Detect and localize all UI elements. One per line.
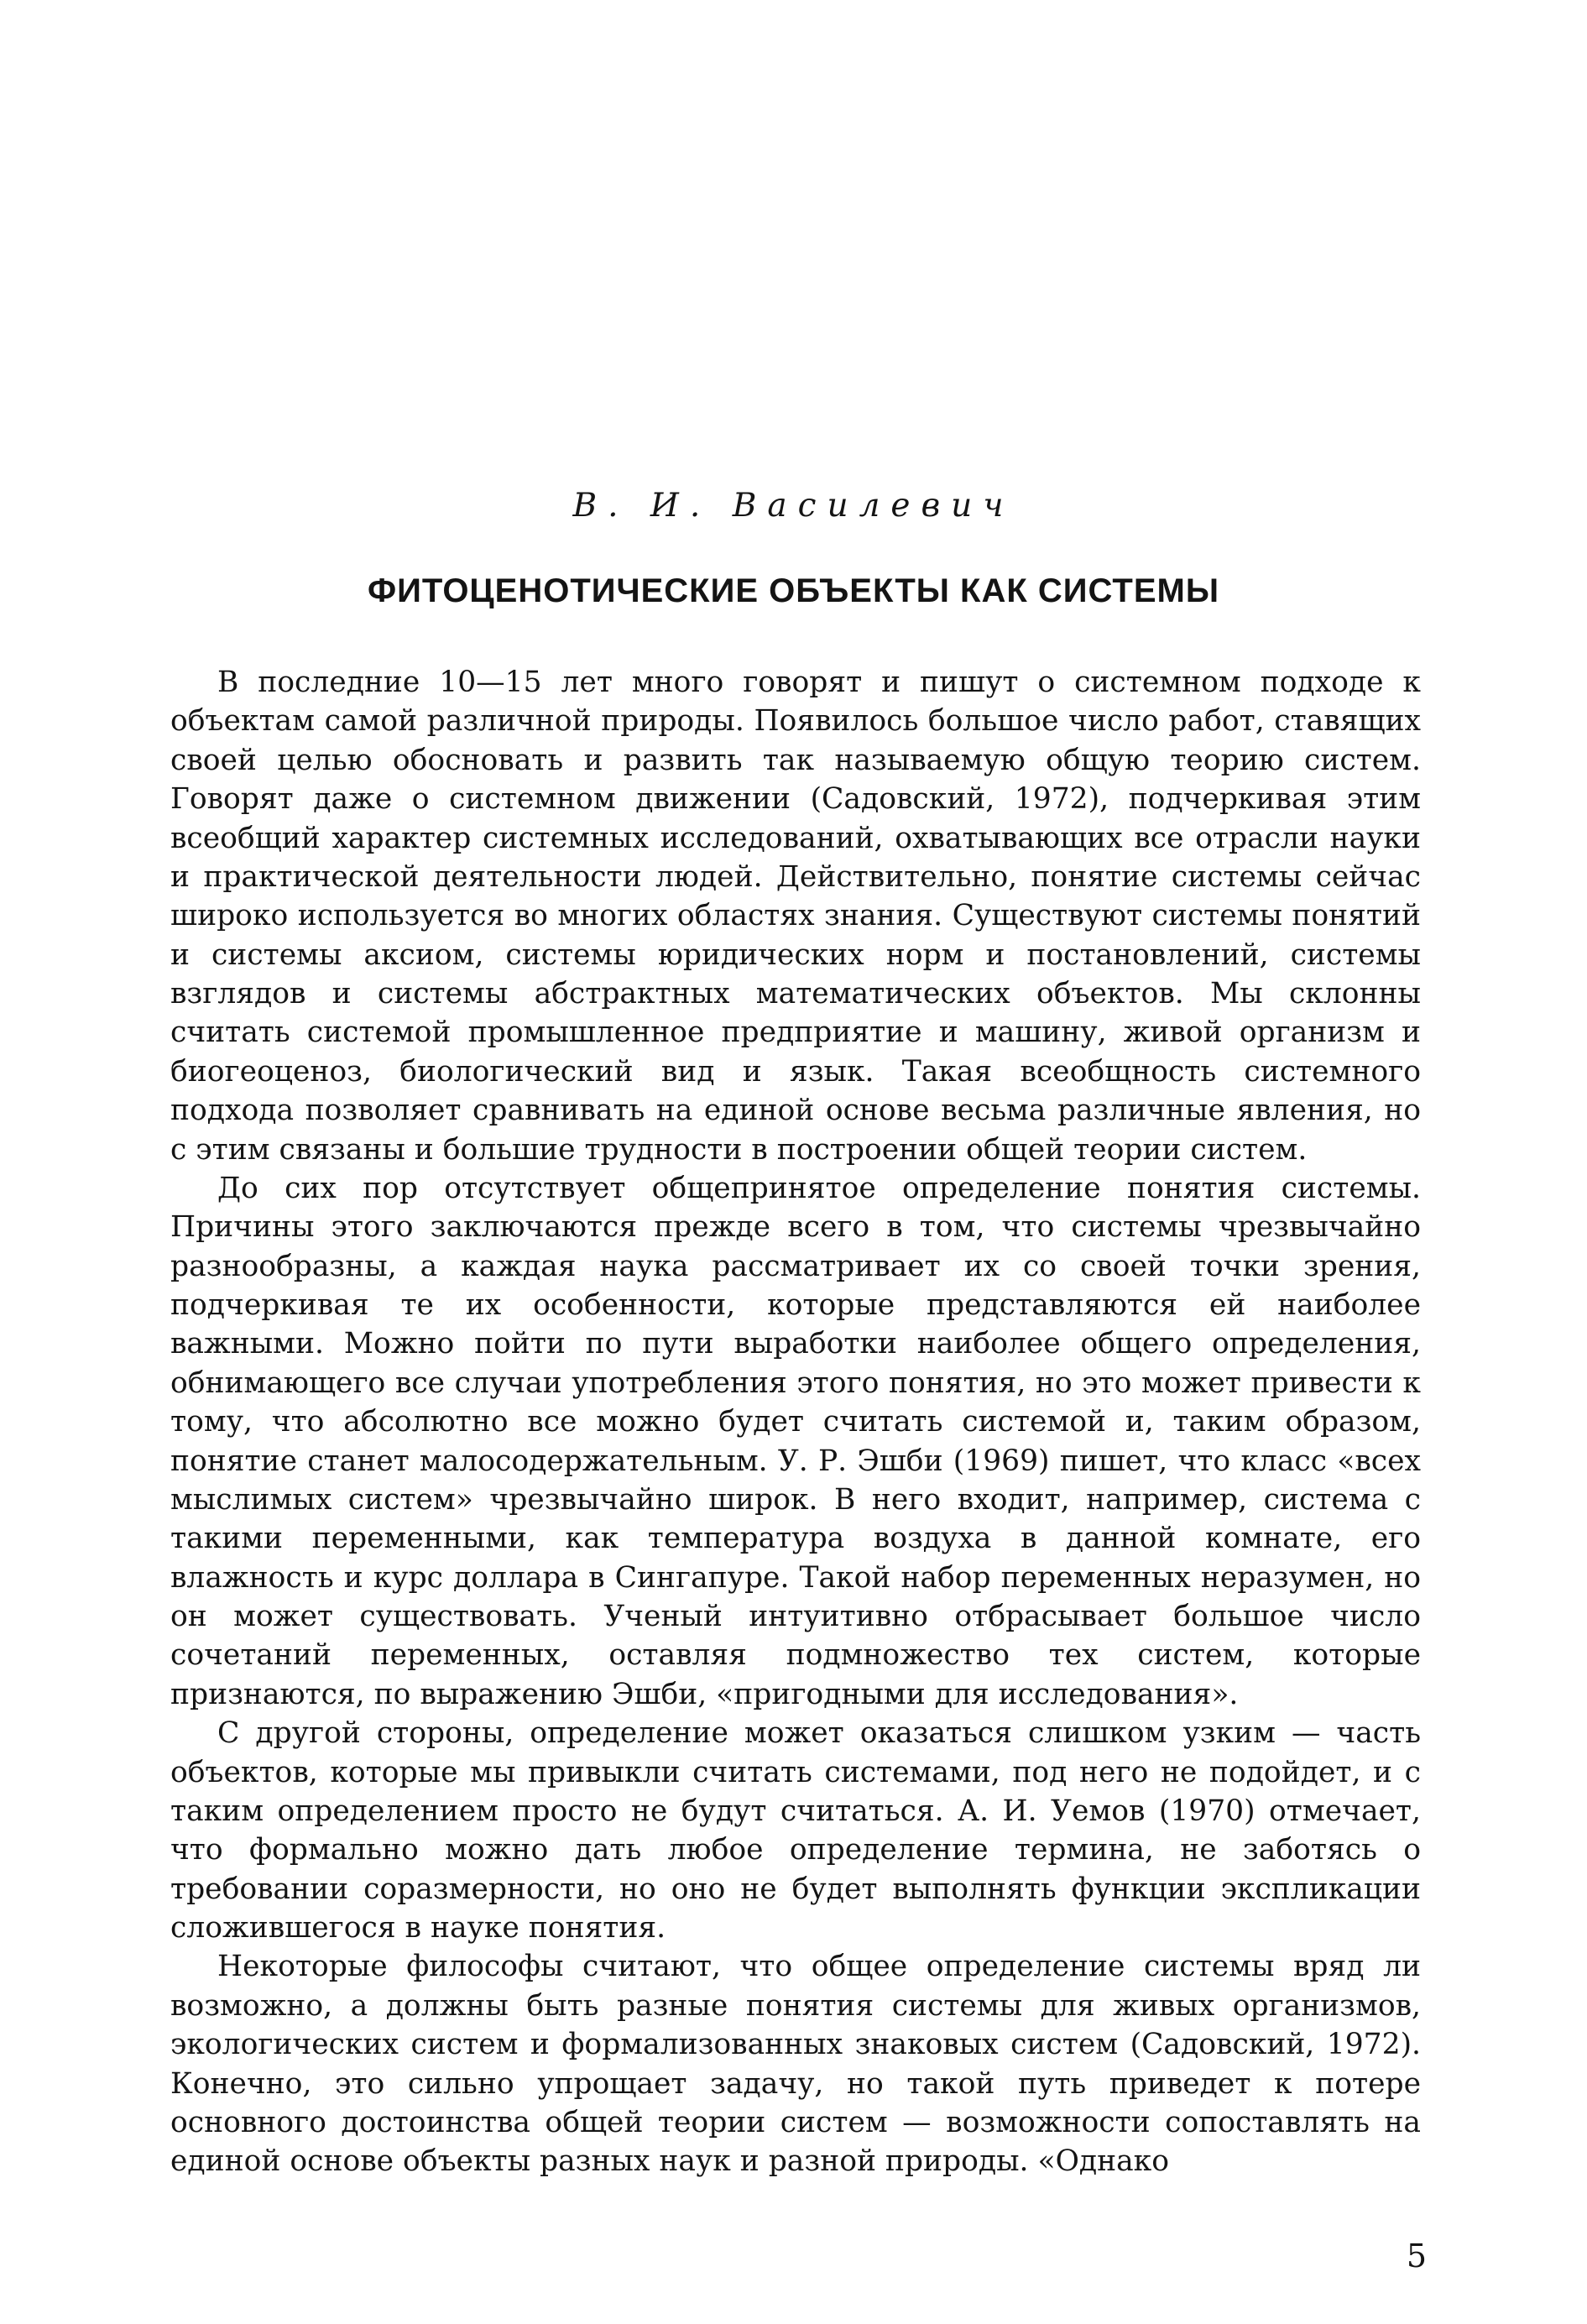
article-title: ФИТОЦЕНОТИЧЕСКИЕ ОБЪЕКТЫ КАК СИСТЕМЫ <box>367 572 1220 609</box>
page-number: 5 <box>1406 2238 1427 2274</box>
paragraph-3: С другой стороны, определение может оказаться слишком узким — часть объектов, которые мы привыкли считать системами, под него не подойдет, и с таким определением просто не будут считаться. А. И. Уемов (1970) отмечает, что формально можно дать любое определение термина, не заботясь о требовании соразмерности, но оно не будет выполнять функции экспликации сложившегося в науке понятия. <box>170 1716 1421 1945</box>
article-author: В. И. Василевич <box>572 487 1015 525</box>
paragraph-4: Некоторые философы считают, что общее определение системы вряд ли возможно, а должны быть разные понятия системы для живых организмов, экологических систем и формализованных знаковых систем (Садовский, 1972). Конечно, это сильно упрощает задачу, но такой путь приведет к потере основного достоинства общей теории систем — возможности сопоставлять на единой основе объекты разных наук и разной природы. «Однако <box>170 1950 1421 2179</box>
paragraph-2: До сих пор отсутствует общепринятое определение понятия системы. Причины этого заключаются прежде всего в том, что системы чрезвычайно разнообразны, а каждая наука рассматривает их со своей точки зрения, подчеркивая те их особенности, которые представляются ей наиболее важными. Можно пойти по пути выработки наиболее общего определения, обнимающего все случаи употребления этого понятия, но это может привести к тому, что абсолютно все можно будет считать системой и, таким образом, понятие станет малосодержательным. У. Р. Эшби (1969) пишет, что класс «всех мыслимых систем» чрезвычайно широк. В него входит, например, система с такими переменными, как температура воздуха в данной комнате, его влажность и курс доллара в Сингапуре. Такой набор переменных неразумен, но он может существовать. Ученый интуитивно отбрасывает большое число сочетаний переменных, оставляя подмножество тех систем, которые признаются, по выражению Эшби, «пригодными для исследования». <box>170 1171 1421 1711</box>
paragraph-1: В последние 10—15 лет много говорят и пишут о системном подходе к объектам самой различной природы. Появилось большое число работ, ставящих своей целью обосновать и развить так называемую общую теорию систем. Говорят даже о системном движении (Садовский, 1972), подчеркивая этим всеобщий характер системных исследований, охватывающих все отрасли науки и практической деятельности людей. Действительно, понятие системы сейчас широко используется во многих областях знания. Существуют системы понятий и системы аксиом, системы юридических норм и постановлений, системы взглядов и системы абстрактных математических объектов. Мы склонны считать системой промышленное предприятие и машину, живой организм и биогеоценоз, биологический вид и язык. Такая всеобщность системного подхода позволяет сравнивать на единой основе весьма различные явления, но с этим связаны и большие трудности в построении общей теории систем. <box>170 666 1421 1167</box>
article-body <box>170 663 1421 2181</box>
